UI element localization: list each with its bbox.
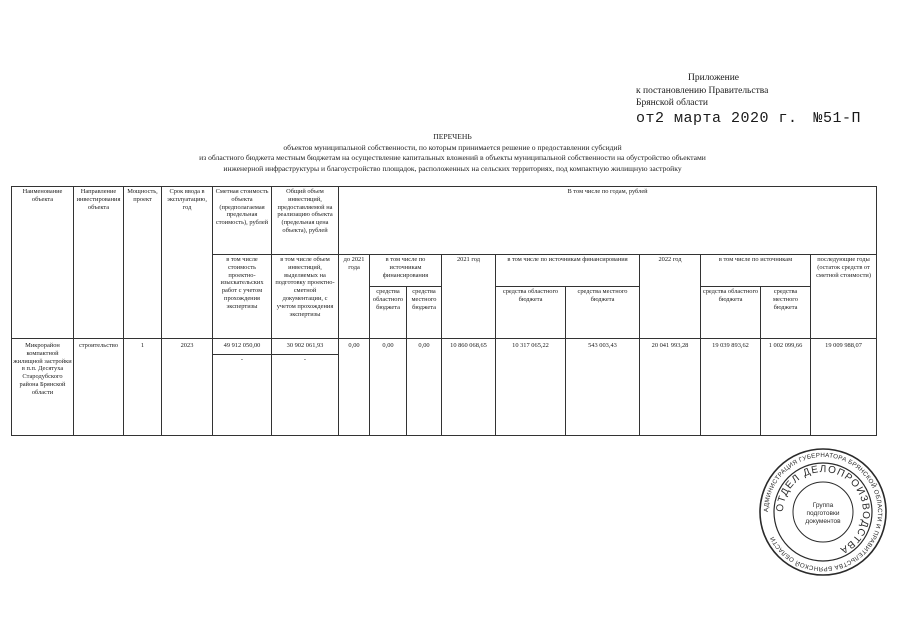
- appendix-decree: к постановлению Правительства: [636, 85, 769, 96]
- stamp-seal: [758, 447, 888, 577]
- cell-direction: строительство: [74, 339, 124, 436]
- header-2022: 2022 год: [640, 255, 701, 339]
- header-local-budget-2021: средства местного бюджета: [566, 287, 640, 339]
- document-heading: [0, 132, 905, 174]
- cell-total-invest: 30 902 061,93: [272, 339, 339, 355]
- office-stamp: [758, 447, 888, 577]
- heading-line-2: из областного бюджета местным бюджетам на осуществление капитальных вложений в объекты муниципальной собственности на обустройство объектами: [199, 153, 706, 162]
- appendix-block: [636, 72, 861, 128]
- header-total-invest: Общий объем инвестиций, предоставляемой на реализацию объекта (предельная цена объекта), рублей: [272, 187, 339, 255]
- cell-2022-local: 1 002 099,66: [761, 339, 811, 436]
- header-est-cost: Сметная стоимость объекта (предполагаемая предельная стоимость), рублей: [213, 187, 272, 255]
- header-local-budget-2022: средства местного бюджета: [761, 287, 811, 339]
- cell-invest-incl: -: [272, 355, 339, 436]
- cell-2021: 10 860 068,65: [442, 339, 496, 436]
- appendix-region: Брянской области: [636, 98, 708, 108]
- decree-date: 2 марта 2020 г.: [655, 109, 798, 127]
- header-before-2021: до 2021 года: [339, 255, 370, 339]
- cell-before-2021-local: 0,00: [407, 339, 442, 436]
- stamp-center-line-1: Группа: [812, 502, 834, 509]
- cell-capacity: 1: [124, 339, 162, 436]
- cell-2021-regional: 10 317 065,22: [496, 339, 566, 436]
- heading-title: ПЕРЕЧЕНЬ: [433, 132, 472, 141]
- stamp-center-line-2: подготовки: [806, 510, 840, 517]
- header-regional-budget: средства областного бюджета: [370, 287, 407, 339]
- header-later-years: последующие годы (остаток средств от сметной стоимости): [811, 255, 877, 339]
- header-regional-budget-2022: средства областного бюджета: [701, 287, 761, 339]
- header-2021: 2021 год: [442, 255, 496, 339]
- heading-line-1: объектов муниципальной собственности, по которым принимается решение о предоставлении субсидий: [283, 142, 622, 152]
- header-direction: Направление инвестирования объекта: [74, 187, 124, 339]
- header-name: Наименование объекта: [12, 187, 74, 339]
- date-prefix: от: [636, 109, 656, 127]
- header-local-budget: средства местного бюджета: [407, 287, 442, 339]
- cell-commission: 2023: [162, 339, 213, 436]
- decree-number: №51-П: [813, 109, 862, 127]
- cell-before-2021: 0,00: [339, 339, 370, 436]
- stamp-middle-text: ОТДЕЛ ДЕЛОПРОИЗВОДСТВА: [774, 463, 872, 556]
- heading-line-3: инженерной инфраструктуры и благоустройство площадок, расположенных на сельских территориях, под компактную жилищную застройку: [223, 163, 682, 173]
- stamp-center-line-3: документов: [805, 518, 841, 525]
- header-capacity: Мощность, проект: [124, 187, 162, 339]
- header-invest-incl: в том числе объем инвестиций, выделяемых на подготовку проектно-сметной документации, с учетом прохождения экспертизы: [272, 255, 339, 339]
- cell-est-cost: 49 912 050,00: [213, 339, 272, 355]
- cell-2022-regional: 19 039 893,62: [701, 339, 761, 436]
- objects-table: [11, 186, 877, 436]
- stamp-outer-text: АДМИНИСТРАЦИЯ ГУБЕРНАТОРА БРЯНСКОЙ ОБЛАСТИ И ПРАВИТЕЛЬСТВА БРЯНСКОЙ ОБЛАСТИ: [762, 451, 884, 573]
- appendix-date-line: [636, 110, 861, 128]
- header-est-incl: в том числе стоимость проектно-изыскательских работ с учетом прохождения экспертизы: [213, 255, 272, 339]
- header-by-years: В том числе по годам, рублей: [339, 187, 877, 255]
- header-regional-budget-2021: средства областного бюджета: [496, 287, 566, 339]
- cell-before-2021-regional: 0,00: [370, 339, 407, 436]
- cell-est-incl: -: [213, 355, 272, 436]
- header-incl-sources-2021: в том числе по источникам финансирования: [496, 255, 640, 287]
- cell-2021-local: 543 003,43: [566, 339, 640, 436]
- appendix-title: Приложение: [688, 73, 739, 83]
- cell-later-years: 19 009 988,07: [811, 339, 877, 436]
- cell-name: Микрорайон компактной жилищной застройки в п.п. Десятуха Стародубского района Брянской области: [12, 339, 74, 436]
- header-commission: Срок ввода в эксплуатацию, год: [162, 187, 213, 339]
- cell-2022: 20 041 993,28: [640, 339, 701, 436]
- header-incl-sources-2022: в том числе по источникам: [701, 255, 811, 287]
- header-incl-sources: в том числе по источникам финансирования: [370, 255, 442, 287]
